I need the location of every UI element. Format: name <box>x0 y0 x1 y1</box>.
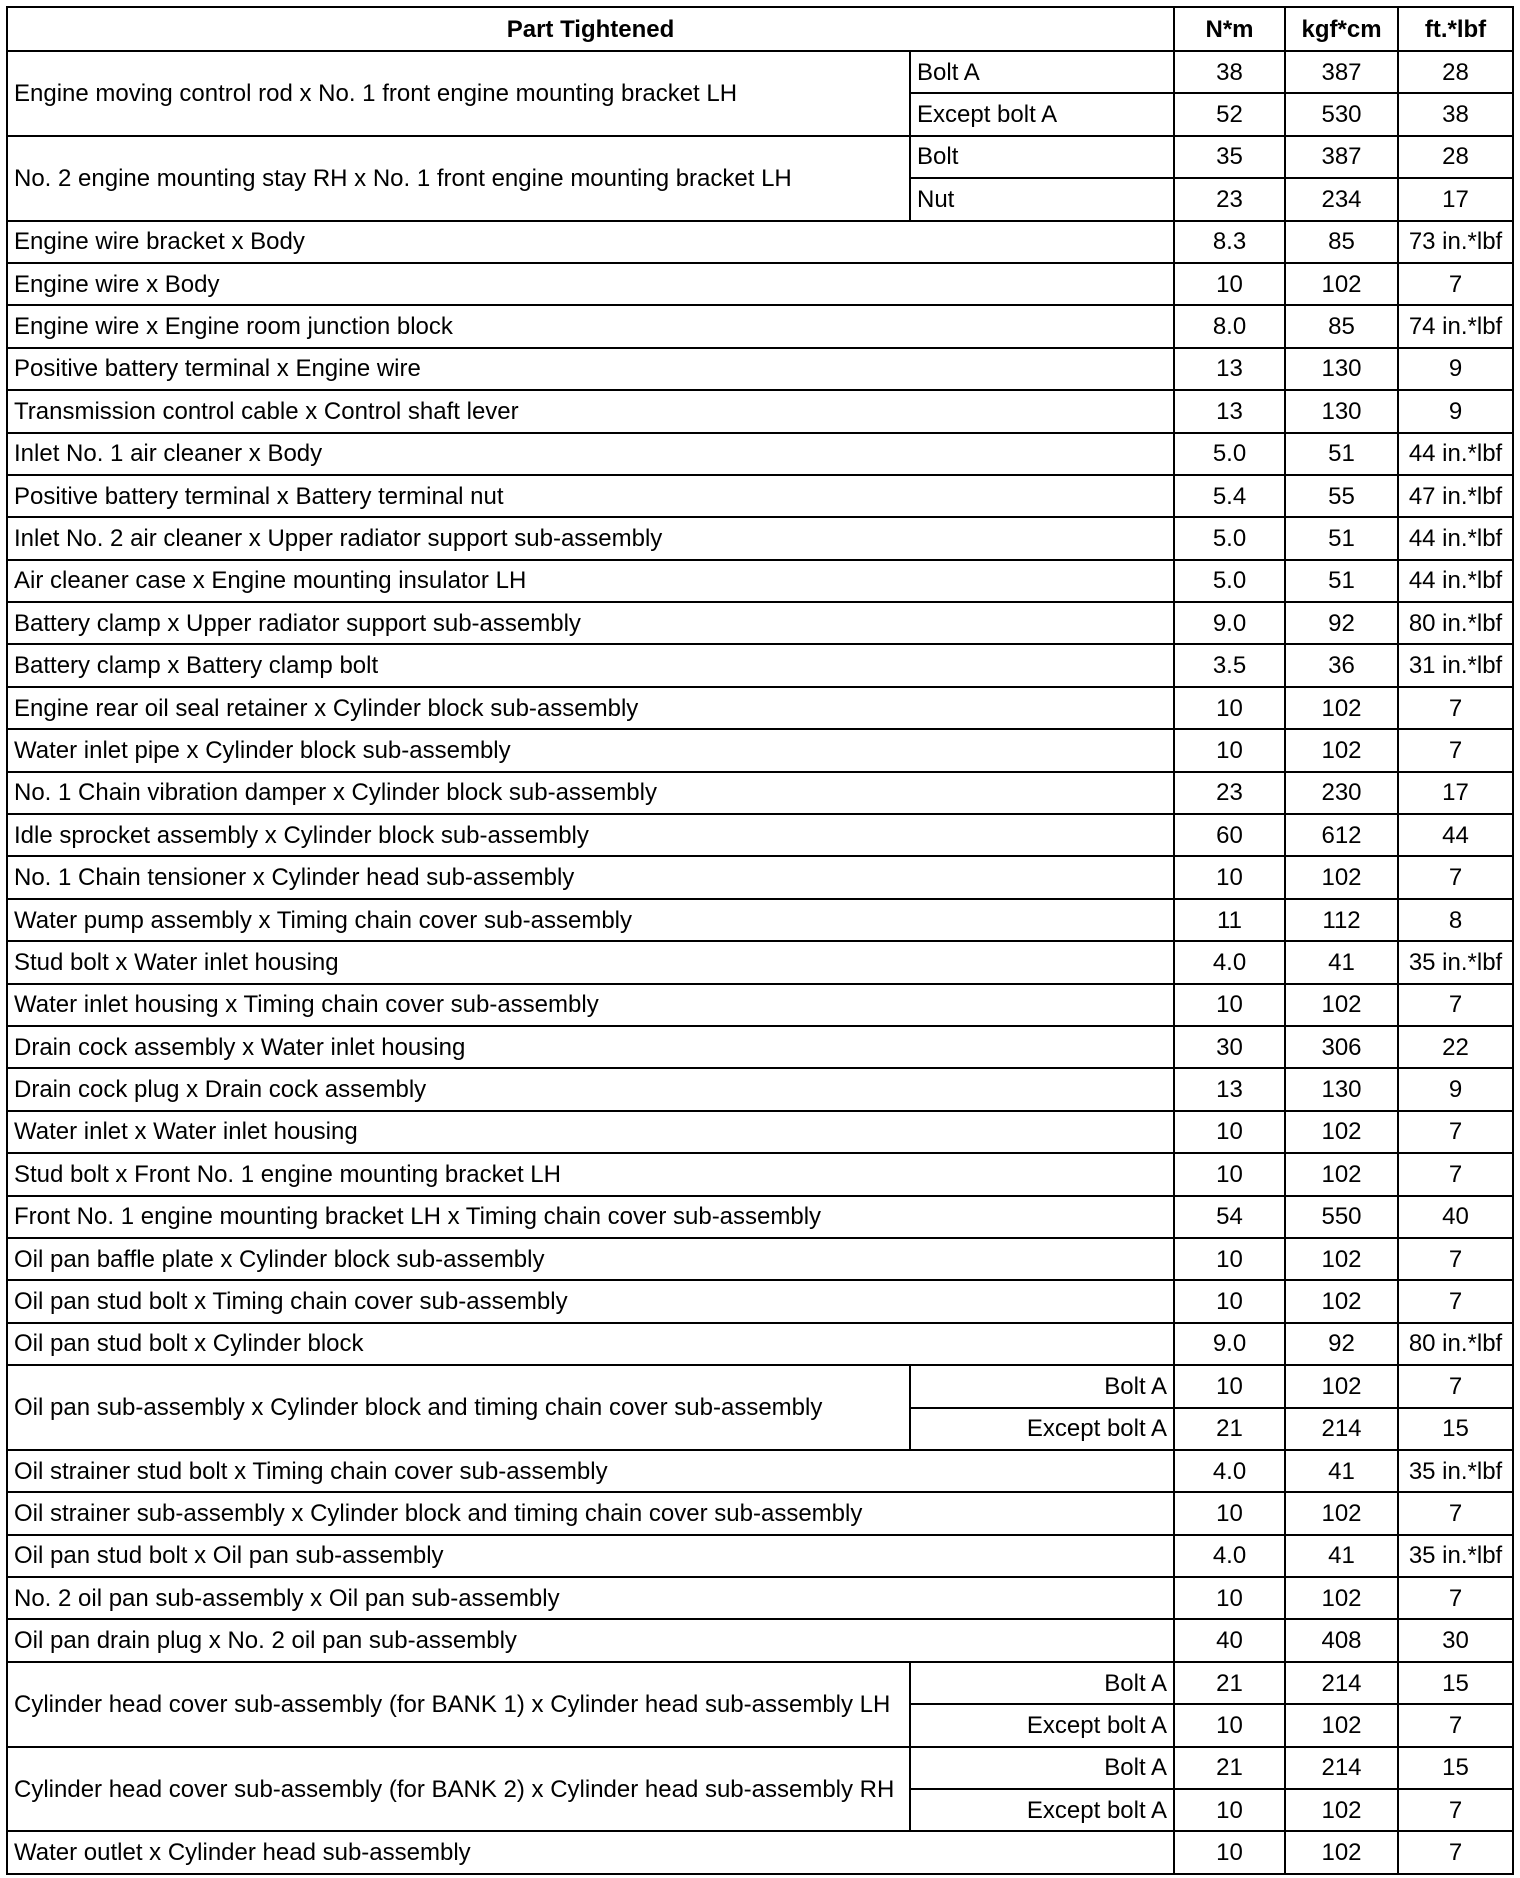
part-name: Transmission control cable x Control shaft lever <box>7 390 1174 432</box>
torque-nm: 10 <box>1174 687 1285 729</box>
table-row <box>7 1026 1513 1068</box>
fastener-label: Bolt A <box>910 1662 1174 1704</box>
torque-nm: 13 <box>1174 348 1285 390</box>
torque-kgf-cm: 130 <box>1285 1068 1398 1110</box>
part-name: Engine moving control rod x No. 1 front engine mounting bracket LH <box>7 51 910 136</box>
part-name: Idle sprocket assembly x Cylinder block sub-assembly <box>7 814 1174 856</box>
table-row <box>7 1280 1513 1322</box>
torque-kgf-cm: 408 <box>1285 1619 1398 1661</box>
torque-nm: 10 <box>1174 1704 1285 1746</box>
part-name: Oil pan baffle plate x Cylinder block sub-assembly <box>7 1238 1174 1280</box>
torque-kgf-cm: 51 <box>1285 560 1398 602</box>
torque-nm: 11 <box>1174 899 1285 941</box>
part-name: Cylinder head cover sub-assembly (for BANK 2) x Cylinder head sub-assembly RH <box>7 1747 910 1832</box>
table-row <box>7 644 1513 686</box>
part-name: Positive battery terminal x Engine wire <box>7 348 1174 390</box>
torque-nm: 10 <box>1174 1280 1285 1322</box>
torque-kgf-cm: 85 <box>1285 305 1398 347</box>
torque-nm: 5.0 <box>1174 517 1285 559</box>
table-row <box>7 899 1513 941</box>
torque-kgf-cm: 102 <box>1285 1365 1398 1407</box>
torque-kgf-cm: 102 <box>1285 729 1398 771</box>
torque-specification-table <box>6 6 1514 1875</box>
fastener-label: Except bolt A <box>910 1789 1174 1831</box>
table-row <box>7 1323 1513 1365</box>
torque-ft-lbf: 7 <box>1398 984 1513 1026</box>
fastener-label: Bolt <box>910 136 1174 178</box>
header-ft-lbf: ft.*lbf <box>1398 7 1513 51</box>
torque-ft-lbf: 38 <box>1398 93 1513 135</box>
torque-kgf-cm: 41 <box>1285 1535 1398 1577</box>
fastener-label: Bolt A <box>910 1747 1174 1789</box>
torque-ft-lbf: 40 <box>1398 1196 1513 1238</box>
table-row <box>7 305 1513 347</box>
part-name: Inlet No. 1 air cleaner x Body <box>7 433 1174 475</box>
torque-nm: 10 <box>1174 984 1285 1026</box>
torque-nm: 54 <box>1174 1196 1285 1238</box>
torque-kgf-cm: 214 <box>1285 1747 1398 1789</box>
torque-nm: 8.3 <box>1174 221 1285 263</box>
torque-kgf-cm: 612 <box>1285 814 1398 856</box>
torque-ft-lbf: 17 <box>1398 772 1513 814</box>
torque-ft-lbf: 8 <box>1398 899 1513 941</box>
torque-kgf-cm: 92 <box>1285 602 1398 644</box>
torque-kgf-cm: 102 <box>1285 1280 1398 1322</box>
torque-ft-lbf: 30 <box>1398 1619 1513 1661</box>
torque-nm: 60 <box>1174 814 1285 856</box>
torque-kgf-cm: 214 <box>1285 1408 1398 1450</box>
table-row <box>7 602 1513 644</box>
part-name: No. 1 Chain vibration damper x Cylinder block sub-assembly <box>7 772 1174 814</box>
torque-ft-lbf: 7 <box>1398 729 1513 771</box>
part-name: Inlet No. 2 air cleaner x Upper radiator support sub-assembly <box>7 517 1174 559</box>
torque-kgf-cm: 102 <box>1285 1789 1398 1831</box>
part-name: No. 2 oil pan sub-assembly x Oil pan sub-assembly <box>7 1577 1174 1619</box>
part-name: Oil pan drain plug x No. 2 oil pan sub-assembly <box>7 1619 1174 1661</box>
table-row <box>7 687 1513 729</box>
fastener-label: Bolt A <box>910 51 1174 93</box>
part-name: Drain cock plug x Drain cock assembly <box>7 1068 1174 1110</box>
table-row <box>7 1365 1513 1407</box>
fastener-label: Nut <box>910 178 1174 220</box>
torque-nm: 10 <box>1174 856 1285 898</box>
table-row <box>7 814 1513 856</box>
table-row <box>7 1492 1513 1534</box>
part-name: Air cleaner case x Engine mounting insulator LH <box>7 560 1174 602</box>
torque-kgf-cm: 41 <box>1285 941 1398 983</box>
table-row <box>7 263 1513 305</box>
torque-ft-lbf: 9 <box>1398 348 1513 390</box>
table-row <box>7 136 1513 178</box>
torque-kgf-cm: 102 <box>1285 1577 1398 1619</box>
torque-kgf-cm: 102 <box>1285 1492 1398 1534</box>
part-name: Oil strainer stud bolt x Timing chain cover sub-assembly <box>7 1450 1174 1492</box>
torque-kgf-cm: 112 <box>1285 899 1398 941</box>
torque-nm: 10 <box>1174 1789 1285 1831</box>
torque-nm: 21 <box>1174 1408 1285 1450</box>
part-name: Engine wire bracket x Body <box>7 221 1174 263</box>
part-name: Engine wire x Engine room junction block <box>7 305 1174 347</box>
torque-kgf-cm: 102 <box>1285 856 1398 898</box>
torque-ft-lbf: 73 in.*lbf <box>1398 221 1513 263</box>
part-name: Stud bolt x Water inlet housing <box>7 941 1174 983</box>
torque-nm: 23 <box>1174 178 1285 220</box>
part-name: Battery clamp x Battery clamp bolt <box>7 644 1174 686</box>
torque-ft-lbf: 7 <box>1398 1789 1513 1831</box>
fastener-label: Except bolt A <box>910 93 1174 135</box>
torque-ft-lbf: 7 <box>1398 1280 1513 1322</box>
torque-ft-lbf: 28 <box>1398 136 1513 178</box>
torque-nm: 4.0 <box>1174 941 1285 983</box>
table-row <box>7 560 1513 602</box>
torque-kgf-cm: 102 <box>1285 1831 1398 1873</box>
torque-nm: 10 <box>1174 1492 1285 1534</box>
torque-nm: 5.4 <box>1174 475 1285 517</box>
torque-kgf-cm: 102 <box>1285 263 1398 305</box>
table-row <box>7 348 1513 390</box>
table-row <box>7 221 1513 263</box>
torque-ft-lbf: 44 <box>1398 814 1513 856</box>
torque-ft-lbf: 35 in.*lbf <box>1398 1535 1513 1577</box>
torque-ft-lbf: 7 <box>1398 1831 1513 1873</box>
table-row <box>7 517 1513 559</box>
part-name: Water outlet x Cylinder head sub-assembly <box>7 1831 1174 1873</box>
torque-kgf-cm: 306 <box>1285 1026 1398 1068</box>
torque-nm: 10 <box>1174 1365 1285 1407</box>
part-name: Oil pan stud bolt x Cylinder block <box>7 1323 1174 1365</box>
torque-ft-lbf: 44 in.*lbf <box>1398 560 1513 602</box>
torque-nm: 30 <box>1174 1026 1285 1068</box>
torque-ft-lbf: 80 in.*lbf <box>1398 1323 1513 1365</box>
torque-kgf-cm: 102 <box>1285 1238 1398 1280</box>
torque-ft-lbf: 7 <box>1398 1577 1513 1619</box>
table-row <box>7 856 1513 898</box>
part-name: Positive battery terminal x Battery terminal nut <box>7 475 1174 517</box>
torque-kgf-cm: 214 <box>1285 1662 1398 1704</box>
part-name: Engine wire x Body <box>7 263 1174 305</box>
torque-nm: 21 <box>1174 1662 1285 1704</box>
fastener-label: Bolt A <box>910 1365 1174 1407</box>
torque-nm: 13 <box>1174 1068 1285 1110</box>
torque-ft-lbf: 7 <box>1398 1704 1513 1746</box>
torque-nm: 10 <box>1174 1111 1285 1153</box>
torque-nm: 5.0 <box>1174 560 1285 602</box>
torque-nm: 23 <box>1174 772 1285 814</box>
torque-ft-lbf: 28 <box>1398 51 1513 93</box>
torque-ft-lbf: 7 <box>1398 1365 1513 1407</box>
torque-ft-lbf: 44 in.*lbf <box>1398 433 1513 475</box>
table-row <box>7 984 1513 1026</box>
table-row <box>7 1196 1513 1238</box>
torque-nm: 21 <box>1174 1747 1285 1789</box>
torque-ft-lbf: 80 in.*lbf <box>1398 602 1513 644</box>
table-row <box>7 1068 1513 1110</box>
torque-nm: 5.0 <box>1174 433 1285 475</box>
torque-kgf-cm: 550 <box>1285 1196 1398 1238</box>
torque-kgf-cm: 102 <box>1285 1153 1398 1195</box>
table-row <box>7 433 1513 475</box>
torque-ft-lbf: 35 in.*lbf <box>1398 941 1513 983</box>
part-name: Oil pan sub-assembly x Cylinder block and timing chain cover sub-assembly <box>7 1365 910 1450</box>
table-row <box>7 729 1513 771</box>
torque-kgf-cm: 85 <box>1285 221 1398 263</box>
torque-ft-lbf: 17 <box>1398 178 1513 220</box>
torque-nm: 10 <box>1174 1577 1285 1619</box>
table-row <box>7 1619 1513 1661</box>
torque-nm: 8.0 <box>1174 305 1285 347</box>
torque-ft-lbf: 7 <box>1398 1153 1513 1195</box>
torque-nm: 40 <box>1174 1619 1285 1661</box>
table-row <box>7 1450 1513 1492</box>
table-row <box>7 475 1513 517</box>
torque-nm: 4.0 <box>1174 1535 1285 1577</box>
part-name: Water inlet housing x Timing chain cover sub-assembly <box>7 984 1174 1026</box>
torque-kgf-cm: 51 <box>1285 517 1398 559</box>
torque-kgf-cm: 530 <box>1285 93 1398 135</box>
part-name: Water pump assembly x Timing chain cover sub-assembly <box>7 899 1174 941</box>
table-row <box>7 772 1513 814</box>
torque-kgf-cm: 102 <box>1285 687 1398 729</box>
torque-nm: 52 <box>1174 93 1285 135</box>
torque-ft-lbf: 9 <box>1398 390 1513 432</box>
torque-ft-lbf: 7 <box>1398 1238 1513 1280</box>
torque-ft-lbf: 22 <box>1398 1026 1513 1068</box>
torque-ft-lbf: 7 <box>1398 856 1513 898</box>
table-body <box>7 51 1513 1874</box>
torque-ft-lbf: 9 <box>1398 1068 1513 1110</box>
torque-kgf-cm: 51 <box>1285 433 1398 475</box>
table-row <box>7 390 1513 432</box>
torque-nm: 10 <box>1174 1153 1285 1195</box>
torque-kgf-cm: 102 <box>1285 1111 1398 1153</box>
table-row <box>7 1238 1513 1280</box>
part-name: Water inlet pipe x Cylinder block sub-assembly <box>7 729 1174 771</box>
table-row <box>7 1577 1513 1619</box>
fastener-label: Except bolt A <box>910 1408 1174 1450</box>
torque-kgf-cm: 130 <box>1285 390 1398 432</box>
torque-ft-lbf: 7 <box>1398 687 1513 729</box>
part-name: Engine rear oil seal retainer x Cylinder block sub-assembly <box>7 687 1174 729</box>
torque-ft-lbf: 31 in.*lbf <box>1398 644 1513 686</box>
part-name: Oil pan stud bolt x Oil pan sub-assembly <box>7 1535 1174 1577</box>
part-name: Front No. 1 engine mounting bracket LH x Timing chain cover sub-assembly <box>7 1196 1174 1238</box>
torque-nm: 38 <box>1174 51 1285 93</box>
torque-kgf-cm: 92 <box>1285 1323 1398 1365</box>
torque-nm: 10 <box>1174 263 1285 305</box>
table-row <box>7 1111 1513 1153</box>
table-row <box>7 1662 1513 1704</box>
torque-kgf-cm: 230 <box>1285 772 1398 814</box>
part-name: Cylinder head cover sub-assembly (for BANK 1) x Cylinder head sub-assembly LH <box>7 1662 910 1747</box>
header-row <box>7 7 1513 51</box>
table-row <box>7 941 1513 983</box>
torque-nm: 10 <box>1174 1238 1285 1280</box>
part-name: Water inlet x Water inlet housing <box>7 1111 1174 1153</box>
header-nm: N*m <box>1174 7 1285 51</box>
fastener-label: Except bolt A <box>910 1704 1174 1746</box>
part-name: Oil strainer sub-assembly x Cylinder block and timing chain cover sub-assembly <box>7 1492 1174 1534</box>
table-row <box>7 51 1513 93</box>
torque-kgf-cm: 102 <box>1285 1704 1398 1746</box>
header-part-tightened: Part Tightened <box>7 7 1174 51</box>
torque-ft-lbf: 7 <box>1398 1492 1513 1534</box>
torque-nm: 4.0 <box>1174 1450 1285 1492</box>
table-row <box>7 1153 1513 1195</box>
torque-kgf-cm: 36 <box>1285 644 1398 686</box>
torque-nm: 13 <box>1174 390 1285 432</box>
torque-kgf-cm: 387 <box>1285 51 1398 93</box>
part-name: Stud bolt x Front No. 1 engine mounting bracket LH <box>7 1153 1174 1195</box>
torque-nm: 3.5 <box>1174 644 1285 686</box>
header-kgf-cm: kgf*cm <box>1285 7 1398 51</box>
torque-ft-lbf: 44 in.*lbf <box>1398 517 1513 559</box>
torque-kgf-cm: 55 <box>1285 475 1398 517</box>
torque-kgf-cm: 387 <box>1285 136 1398 178</box>
torque-ft-lbf: 47 in.*lbf <box>1398 475 1513 517</box>
torque-kgf-cm: 41 <box>1285 1450 1398 1492</box>
torque-ft-lbf: 7 <box>1398 263 1513 305</box>
torque-ft-lbf: 35 in.*lbf <box>1398 1450 1513 1492</box>
part-name: Oil pan stud bolt x Timing chain cover sub-assembly <box>7 1280 1174 1322</box>
table-row <box>7 1831 1513 1873</box>
part-name: No. 1 Chain tensioner x Cylinder head sub-assembly <box>7 856 1174 898</box>
torque-kgf-cm: 234 <box>1285 178 1398 220</box>
torque-nm: 9.0 <box>1174 1323 1285 1365</box>
torque-nm: 9.0 <box>1174 602 1285 644</box>
torque-kgf-cm: 130 <box>1285 348 1398 390</box>
table-row <box>7 1747 1513 1789</box>
table-row <box>7 1535 1513 1577</box>
part-name: Drain cock assembly x Water inlet housing <box>7 1026 1174 1068</box>
torque-nm: 10 <box>1174 1831 1285 1873</box>
torque-nm: 10 <box>1174 729 1285 771</box>
torque-ft-lbf: 15 <box>1398 1408 1513 1450</box>
torque-ft-lbf: 7 <box>1398 1111 1513 1153</box>
torque-ft-lbf: 15 <box>1398 1662 1513 1704</box>
torque-nm: 35 <box>1174 136 1285 178</box>
part-name: No. 2 engine mounting stay RH x No. 1 front engine mounting bracket LH <box>7 136 910 221</box>
part-name: Battery clamp x Upper radiator support sub-assembly <box>7 602 1174 644</box>
torque-ft-lbf: 15 <box>1398 1747 1513 1789</box>
torque-ft-lbf: 74 in.*lbf <box>1398 305 1513 347</box>
torque-kgf-cm: 102 <box>1285 984 1398 1026</box>
